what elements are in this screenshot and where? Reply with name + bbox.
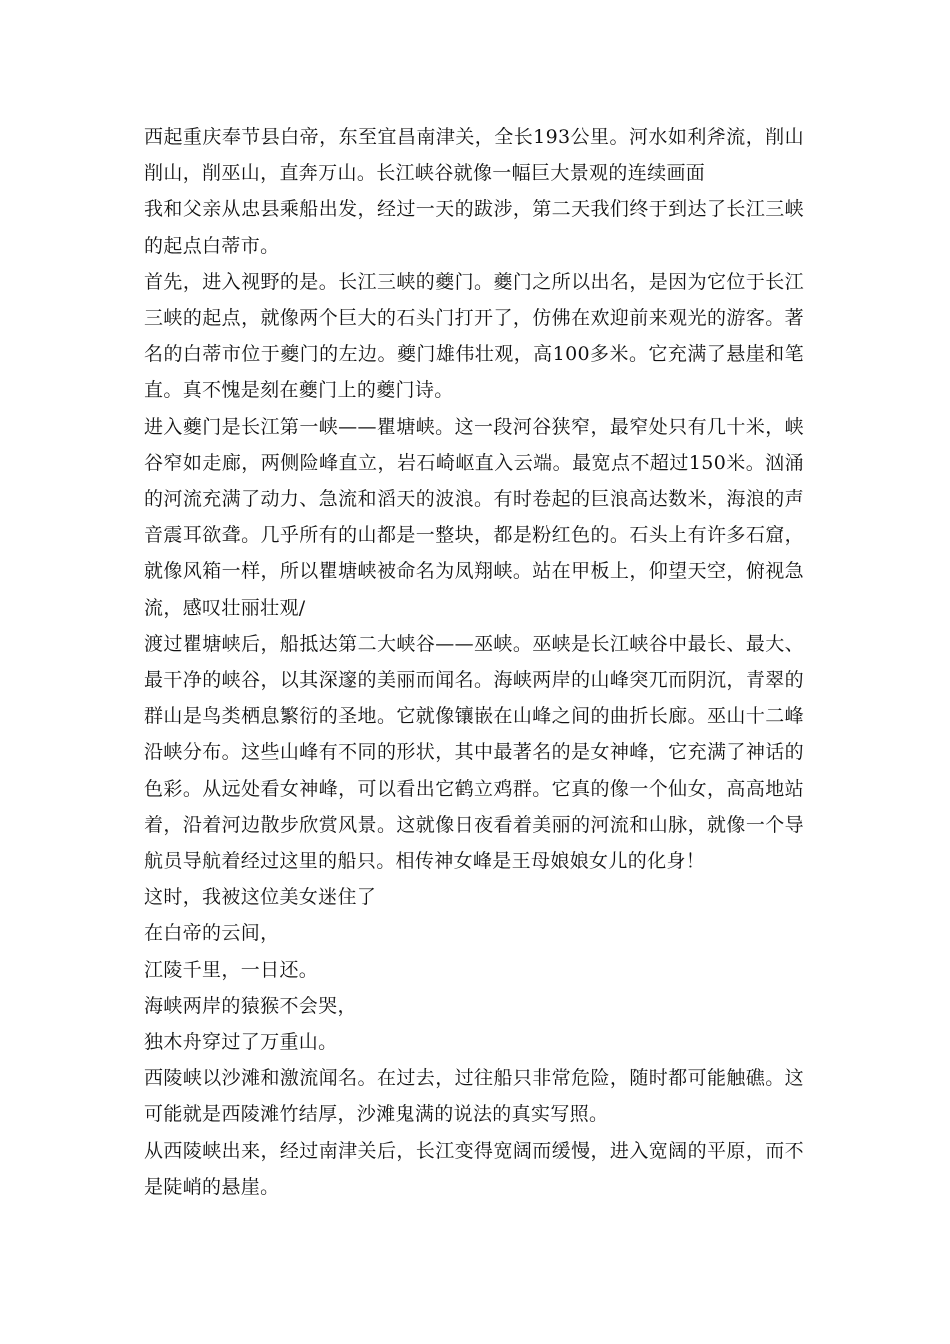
verse-line: 江陵千里，一日还。 (144, 958, 319, 981)
paragraph-kuimen: 首先，进入视野的是。长江三峡的夔门。夔门之所以出名，是因为它位于长江三峡的起点，就像两个巨大的石头门打开了，仿佛在欢迎前来观光的游客。著名的白蒂市位于夔门的左边。夔门雄伟壮观，高100多米。它充满了悬崖和笔直。真不愧是刻在夔门上的夔门诗。 (144, 270, 804, 402)
paragraph-nanjin-pass: 从西陵峡出来，经过南津关后，长江变得宽阔而缓慢，进入宽阔的平原，而不是陡峭的悬崖。 (144, 1139, 804, 1198)
paragraph-departure: 我和父亲从忠县乘船出发，经过一天的跋涉，第二天我们终于到达了长江三峡的起点白蒂市。 (144, 198, 804, 257)
paragraph-qutang-gorge: 进入夔门是长江第一峡——瞿塘峡。这一段河谷狭窄，最窄处只有几十米，峡谷窄如走廊，两侧险峰直立，岩石崎岖直入云端。最宽点不超过150米。汹涌的河流充满了动力、急流和滔天的波浪。有时卷起的巨浪高达数米，海浪的声音震耳欲聋。几乎所有的山都是一整块，都是粉红色的。石头上有许多石窟，就像风箱一样，所以瞿塘峡被命名为凤翔峡。站在甲板上，仰望天空，俯视急流，感叹壮丽壮观/ (144, 415, 804, 619)
paragraph-wu-gorge: 渡过瞿塘峡后，船抵达第二大峡谷——巫峡。巫峡是长江峡谷中最长、最大、最干净的峡谷，以其深邃的美丽而闻名。海峡两岸的山峰突兀而阴沉，青翠的群山是鸟类栖息繁衍的圣地。它就像镶嵌在山峰之间的曲折长廊。巫山十二峰沿峡分布。这些山峰有不同的形状，其中最著名的是女神峰，它充满了神话的色彩。从远处看女神峰，可以看出它鹤立鸡群。它真的像一个仙女，高高地站着，沿着河边散步欣赏风景。这就像日夜看着美丽的河流和山脉，就像一个导航员导航着经过这里的船只。相传神女峰是王母娘娘女儿的化身！ (144, 632, 804, 873)
paragraph-intro: 西起重庆奉节县白帝，东至宜昌南津关，全长193公里。河水如利斧流，削山削山，削巫山，直奔万山。长江峡谷就像一幅巨大景观的连续画面 (144, 126, 804, 185)
verse-line: 独木舟穿过了万重山。 (144, 1031, 338, 1054)
verse-line: 这时，我被这位美女迷住了 (144, 886, 377, 909)
paragraph-xiling-gorge: 西陵峡以沙滩和激流闻名。在过去，过往船只非常危险，随时都可能触礁。这可能就是西陵滩竹结厚，沙滩鬼满的说法的真实写照。 (144, 1067, 804, 1126)
verse-line: 海峡两岸的猿猴不会哭， (144, 994, 357, 1017)
verse-line: 在白帝的云间， (144, 922, 280, 945)
document-body (144, 119, 804, 1205)
